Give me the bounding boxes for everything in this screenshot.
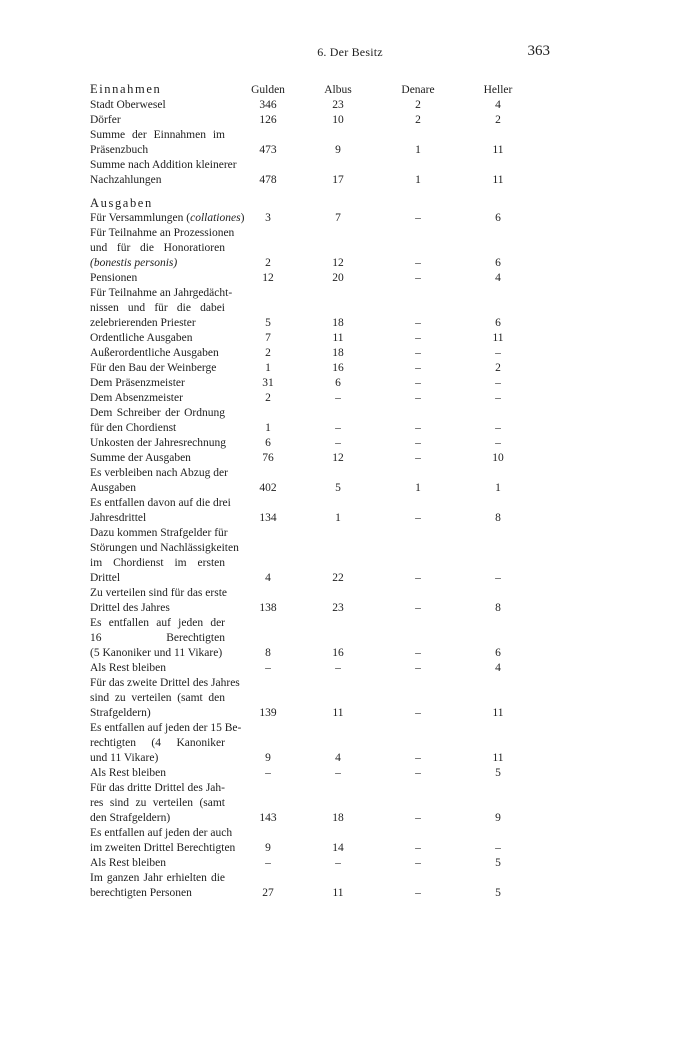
cell-albus: 11 (332, 332, 344, 344)
row-label-line: Dem Schreiber der Ordnung (90, 407, 225, 419)
section-gap (90, 188, 550, 195)
column-header-gulden: Gulden (251, 84, 285, 96)
cell-denare: 2 (415, 114, 421, 126)
row-label (90, 331, 225, 346)
row-label-line: Summe nach Addition kleinerer (90, 159, 237, 171)
row-label-line: Es entfallen davon auf die drei (90, 497, 231, 509)
cell-denare: 1 (415, 482, 421, 494)
cell-gulden: – (265, 662, 271, 674)
cell-denare: – (415, 767, 421, 779)
row-label-line: zelebrierenden Priester (90, 317, 196, 329)
cell-gulden: 12 (262, 272, 274, 284)
cell-heller: 11 (492, 144, 504, 156)
table-row (90, 271, 550, 286)
cell-heller: – (495, 842, 501, 854)
cell-albus: 20 (332, 272, 344, 284)
row-label-line: Präsenzbuch (90, 144, 149, 156)
row-label (90, 436, 225, 451)
row-label (90, 391, 225, 406)
table-row (90, 526, 550, 586)
row-label-line: Drittel (90, 572, 121, 584)
table-row (90, 211, 550, 226)
row-label (90, 856, 225, 871)
cell-albus: – (335, 662, 341, 674)
row-label-line: Nachzahlungen (90, 174, 162, 186)
cell-denare: – (415, 842, 421, 854)
row-label (90, 676, 240, 721)
row-label-line: Als Rest bleiben (90, 857, 167, 869)
cell-denare: – (415, 377, 421, 389)
cell-gulden: 3 (265, 212, 271, 224)
row-label-line: Summe der Ausgaben (90, 452, 191, 464)
cell-gulden: 126 (259, 114, 277, 126)
row-label-line: Dem Präsenzmeister (90, 377, 185, 389)
cell-albus: 22 (332, 572, 344, 584)
cell-gulden: 4 (265, 572, 271, 584)
cell-heller: 6 (495, 647, 501, 659)
cell-albus: 11 (332, 707, 344, 719)
row-label-line: Strafgeldern) (90, 707, 151, 719)
table-row (90, 406, 550, 436)
table-row (90, 361, 550, 376)
cell-gulden: 1 (265, 362, 271, 374)
row-label-line: Dazu kommen Strafgelder für (90, 527, 228, 539)
cell-gulden: 6 (265, 437, 271, 449)
row-label-line: Als Rest bleiben (90, 662, 167, 674)
cell-denare: – (415, 257, 421, 269)
cell-gulden: 2 (265, 257, 271, 269)
cell-heller: 11 (492, 332, 504, 344)
table-row (90, 781, 550, 826)
cell-heller: 11 (492, 752, 504, 764)
cell-gulden: 139 (259, 707, 277, 719)
expense-rows (90, 211, 550, 901)
cell-gulden: 473 (259, 144, 277, 156)
table-row (90, 346, 550, 361)
row-label (90, 346, 225, 361)
row-label-line: Störungen und Nachlässigkeiten (90, 542, 239, 554)
cell-albus: – (335, 422, 341, 434)
cell-gulden: 143 (259, 812, 277, 824)
row-label (90, 98, 225, 113)
cell-denare: – (415, 392, 421, 404)
row-label-line: Summe der Einnahmen im (90, 129, 225, 141)
table-row (90, 98, 550, 113)
row-label-line: im zweiten Drittel Berechtigten (90, 842, 236, 854)
row-label-line: Es verbleiben nach Abzug der (90, 467, 228, 479)
cell-albus: 16 (332, 647, 344, 659)
row-label-line: Zu verteilen sind für das erste (90, 587, 227, 599)
cell-heller: 5 (495, 887, 501, 899)
cell-albus: – (335, 767, 341, 779)
cell-gulden: – (265, 767, 271, 779)
cell-albus: 23 (332, 99, 344, 111)
cell-gulden: 2 (265, 347, 271, 359)
row-label-line: (bonestis personis) (90, 257, 178, 269)
row-label-line: res sind zu verteilen (samt (90, 797, 225, 809)
table-row (90, 451, 550, 466)
cell-albus: 16 (332, 362, 344, 374)
cell-heller: 9 (495, 812, 501, 824)
table-row (90, 721, 550, 766)
cell-denare: – (415, 752, 421, 764)
cell-heller: 11 (492, 174, 504, 186)
cell-gulden: 8 (265, 647, 271, 659)
cell-heller: 4 (495, 99, 501, 111)
table-row (90, 128, 550, 158)
row-label-line: 16 Berechtigten (90, 632, 225, 644)
table-row (90, 616, 550, 661)
cell-albus: 18 (332, 812, 344, 824)
row-label (90, 158, 237, 188)
row-label-line: Für Teilnahme an Prozessionen (90, 227, 235, 239)
table-row (90, 226, 550, 271)
row-label-line: Im ganzen Jahr erhielten die (90, 872, 225, 884)
row-label-line: Drittel des Jahres (90, 602, 170, 614)
row-label (90, 826, 236, 856)
cell-gulden: 5 (265, 317, 271, 329)
cell-albus: 7 (335, 212, 341, 224)
row-label (90, 616, 225, 661)
table-row (90, 856, 550, 871)
row-label (90, 286, 233, 331)
row-label-line: Für Teilnahme an Jahrgedächt- (90, 287, 233, 299)
cell-albus: 1 (335, 512, 341, 524)
cell-albus: 14 (332, 842, 344, 854)
cell-albus: 6 (335, 377, 341, 389)
cell-heller: – (495, 572, 501, 584)
cell-gulden: 27 (262, 887, 274, 899)
row-label-text: Für Versammlungen ( (90, 212, 191, 224)
income-section-title: Einnahmen (90, 82, 162, 96)
table-row (90, 496, 550, 526)
table-row (90, 871, 550, 901)
cell-albus: – (335, 437, 341, 449)
cell-heller: 4 (495, 272, 501, 284)
cell-heller: 10 (492, 452, 504, 464)
row-label (90, 128, 225, 158)
row-label (90, 376, 225, 391)
cell-heller: 4 (495, 662, 501, 674)
cell-gulden: – (265, 857, 271, 869)
cell-albus: 12 (332, 452, 344, 464)
cell-gulden: 7 (265, 332, 271, 344)
cell-denare: 1 (415, 174, 421, 186)
row-label-line: Für den Bau der Weinberge (90, 362, 217, 374)
running-title: 6. Der Besitz (317, 45, 383, 59)
row-label (90, 871, 225, 901)
row-label-line: Unkosten der Jahresrechnung (90, 437, 227, 449)
row-label-line: Außerordentliche Ausgaben (90, 347, 219, 359)
row-label (90, 721, 242, 766)
cell-heller: – (495, 437, 501, 449)
cell-denare: – (415, 452, 421, 464)
row-label-line: und 11 Vikare) (90, 752, 159, 764)
cell-denare: – (415, 272, 421, 284)
cell-heller: 2 (495, 362, 501, 374)
table-row (90, 286, 550, 331)
cell-albus: 18 (332, 317, 344, 329)
cell-heller: – (495, 377, 501, 389)
cell-heller: – (495, 392, 501, 404)
ledger-table (90, 82, 550, 901)
row-label-line: sind zu verteilen (samt den (90, 692, 225, 704)
table-row (90, 766, 550, 781)
row-label-line: rechtigten (4 Kanoniker (90, 737, 225, 749)
table-row (90, 466, 550, 496)
cell-gulden: 2 (265, 392, 271, 404)
cell-denare: – (415, 212, 421, 224)
cell-albus: 11 (332, 887, 344, 899)
page-number: 363 (527, 43, 550, 59)
table-row (90, 826, 550, 856)
cell-denare: – (415, 812, 421, 824)
cell-denare: – (415, 422, 421, 434)
row-label-line: Es entfallen auf jeden der 15 Be- (90, 722, 242, 734)
table-row (90, 331, 550, 346)
cell-denare: – (415, 332, 421, 344)
row-label (90, 586, 225, 616)
cell-albus: 10 (332, 114, 344, 126)
row-label-text: ) (240, 212, 245, 224)
cell-heller: 2 (495, 114, 501, 126)
table-row (90, 158, 550, 188)
column-header-albus: Albus (324, 84, 352, 96)
row-label (90, 211, 245, 226)
row-label-line: im Chordienst im ersten (90, 557, 225, 569)
row-label-line: Stadt Oberwesel (90, 99, 166, 111)
cell-albus: 12 (332, 257, 344, 269)
row-label (90, 226, 235, 271)
cell-albus: 18 (332, 347, 344, 359)
row-label-line: Für das zweite Drittel des Jahres (90, 677, 240, 689)
cell-denare: – (415, 317, 421, 329)
row-label-line: Jahresdrittel (90, 512, 147, 524)
row-label (90, 113, 225, 128)
row-label (90, 466, 228, 496)
cell-heller: – (495, 422, 501, 434)
row-label-line: (5 Kanoniker und 11 Vikare) (90, 647, 223, 659)
cell-gulden: 402 (259, 482, 277, 494)
table-row (90, 436, 550, 451)
row-label-line: nissen und für die dabei (90, 302, 225, 314)
cell-gulden: 134 (259, 512, 277, 524)
table-header (90, 82, 550, 98)
cell-gulden: 1 (265, 422, 271, 434)
cell-heller: 6 (495, 257, 501, 269)
cell-heller: 6 (495, 212, 501, 224)
cell-heller: 8 (495, 512, 501, 524)
cell-gulden: 31 (262, 377, 274, 389)
cell-gulden: 9 (265, 752, 271, 764)
cell-heller: 8 (495, 602, 501, 614)
cell-denare: – (415, 662, 421, 674)
table-row (90, 676, 550, 721)
row-label (90, 496, 231, 526)
row-label-line: Pensionen (90, 272, 138, 284)
row-label-line: und für die Honoratioren (90, 242, 225, 254)
row-label (90, 766, 225, 781)
cell-denare: – (415, 602, 421, 614)
row-label-line: berechtigten Personen (90, 887, 192, 899)
cell-denare: – (415, 347, 421, 359)
cell-albus: 17 (332, 174, 344, 186)
column-header-denare: Denare (401, 84, 435, 96)
cell-heller: – (495, 347, 501, 359)
income-rows (90, 98, 550, 188)
table-row (90, 586, 550, 616)
table-row (90, 391, 550, 406)
cell-albus: 4 (335, 752, 341, 764)
cell-albus: 23 (332, 602, 344, 614)
cell-gulden: 9 (265, 842, 271, 854)
row-label-line: Für das dritte Drittel des Jah- (90, 782, 225, 794)
cell-denare: – (415, 362, 421, 374)
table-row (90, 661, 550, 676)
cell-denare: – (415, 512, 421, 524)
row-label-line (90, 211, 245, 226)
row-label-line: Dem Absenzmeister (90, 392, 183, 404)
row-label (90, 361, 225, 376)
cell-heller: 6 (495, 317, 501, 329)
cell-albus: 5 (335, 482, 341, 494)
cell-denare: – (415, 887, 421, 899)
cell-heller: 11 (492, 707, 504, 719)
cell-denare: – (415, 707, 421, 719)
cell-gulden: 478 (259, 174, 277, 186)
cell-denare: – (415, 647, 421, 659)
row-label-line: Ausgaben (90, 482, 136, 494)
cell-denare: – (415, 437, 421, 449)
row-label (90, 451, 225, 466)
row-label-line: für den Chordienst (90, 422, 177, 434)
row-label-line: Es entfallen auf jeden der (90, 617, 225, 629)
row-label (90, 781, 225, 826)
row-label (90, 661, 225, 676)
row-label (90, 271, 225, 286)
cell-gulden: 76 (262, 452, 274, 464)
cell-albus: – (335, 857, 341, 869)
cell-denare: 1 (415, 144, 421, 156)
table-row (90, 376, 550, 391)
row-label-line: den Strafgeldern) (90, 812, 171, 824)
row-label-text: collationes (190, 212, 241, 224)
row-label-line: Als Rest bleiben (90, 767, 167, 779)
cell-albus: 9 (335, 144, 341, 156)
row-label (90, 406, 225, 436)
cell-gulden: 138 (259, 602, 277, 614)
row-label-line: Ordentliche Ausgaben (90, 332, 193, 344)
cell-gulden: 346 (259, 99, 277, 111)
row-label (90, 526, 239, 586)
row-label-line: Es entfallen auf jeden der auch (90, 827, 233, 839)
cell-albus: – (335, 392, 341, 404)
table-row (90, 113, 550, 128)
expenses-section-title: Ausgaben (90, 196, 153, 210)
row-label-line: Dörfer (90, 114, 121, 126)
cell-denare: 2 (415, 99, 421, 111)
cell-heller: 1 (495, 482, 501, 494)
cell-heller: 5 (495, 857, 501, 869)
column-header-heller: Heller (483, 84, 513, 96)
cell-denare: – (415, 857, 421, 869)
cell-denare: – (415, 572, 421, 584)
cell-heller: 5 (495, 767, 501, 779)
